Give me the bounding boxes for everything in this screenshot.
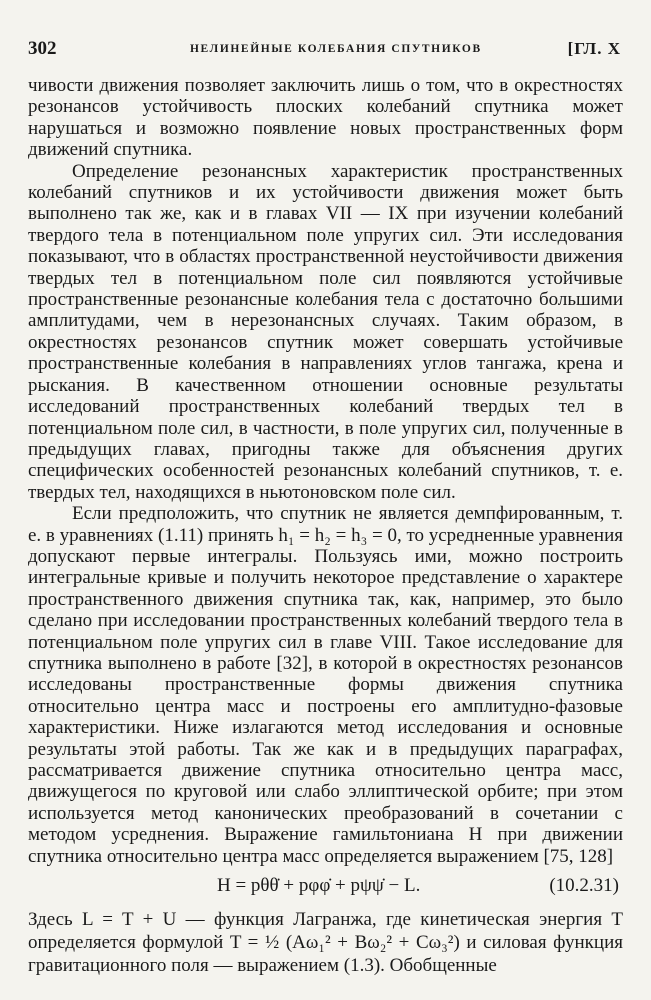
- page-number: 302: [28, 38, 57, 59]
- paragraph-2: Определение резонансных характеристик пространственных колебаний спутников и их устойчивости движения может быть выполнено так же, как и в главах VII — IX при изучении колебаний твердого тела в потенциальном поле упругих сил. Эти исследования показывают, что в областях пространственной неустойчивости движения твердых тел в потенциальном поле сил появляются устойчивые пространственные резонансные колебания тела с достаточно большими амплитудами, чем в нерезонансных случаях. Таким образом, в окрестностях резонансов спутник может совершать устойчивые пространственные колебания в направлениях углов тангажа, крена и рыскания. В качественном отношении основные результаты исследований пространственных колебаний твердых тел в потенциальном поле сил, в частности, в поле упругих сил, полученные в предыдущих главах, пригодны также для объяснения других специфических особенностей резонансных колебаний спутников, т. е. твердых тел, находящихся в ньютоновском поле сил.: [28, 160, 623, 503]
- final-block: [28, 908, 623, 977]
- paragraph-1: чивости движения позволяет заключить лишь о том, что в окрестностях резонансов устойчивость плоских колебаний спутника может нарушаться и возможно появление новых пространственных форм движений спутника.: [28, 75, 623, 161]
- running-title: НЕЛИНЕЙНЫЕ КОЛЕБАНИЯ СПУТНИКОВ: [190, 43, 482, 55]
- page-header: [28, 38, 623, 62]
- paragraph-4: Здесь L = T + U — функция Лагранжа, где кинетическая энергия T определяется формулой T = ½ (Aω₁² + Bω₂² + Cω₃²) и силовая функция гравитационного поля — выражением (1.3). Обобщенные: [28, 909, 623, 977]
- equation-number: (10.2.31): [549, 875, 619, 897]
- paragraph-3: Если предположить, что спутник не является демпфированным, т. е. в уравнениях (1.11) принять h₁ = h₂ = h₃ = 0, то усредненные уравнения допускают первые интегралы. Пользуясь ими, можно построить интегральные кривые и получить некоторое представление о характере пространственного движения спутника так, как, например, это было сделано при исследовании пространственных колебаний твердого тела в потенциальном поле упругих сил в главе VIII. Такое исследование для спутника выполнено в работе [32], в которой в окрестностях резонансов исследованы пространственные формы движения спутника относительно центра масс и построены его амплитудно-фазовые характеристики. Ниже излагаются метод исследования и основные результаты этой работы. Так же как и в предыдущих параграфах, рассматривается движение спутника относительно центра масс, движущегося по круговой или слабо эллиптической орбите; при этом используется метод канонических преобразований в сочетании с методом усреднения. Выражение гамильтониана H при движении спутника относительно центра масс определяется выражением [75, 128]: [28, 503, 623, 867]
- equation-line: [28, 872, 623, 903]
- hamiltonian-equation: H = pθθ̇ + pφφ̇ + pψψ̇ − L.: [217, 875, 421, 897]
- page-body: [28, 75, 623, 977]
- chapter-label: [ГЛ. X: [567, 39, 621, 58]
